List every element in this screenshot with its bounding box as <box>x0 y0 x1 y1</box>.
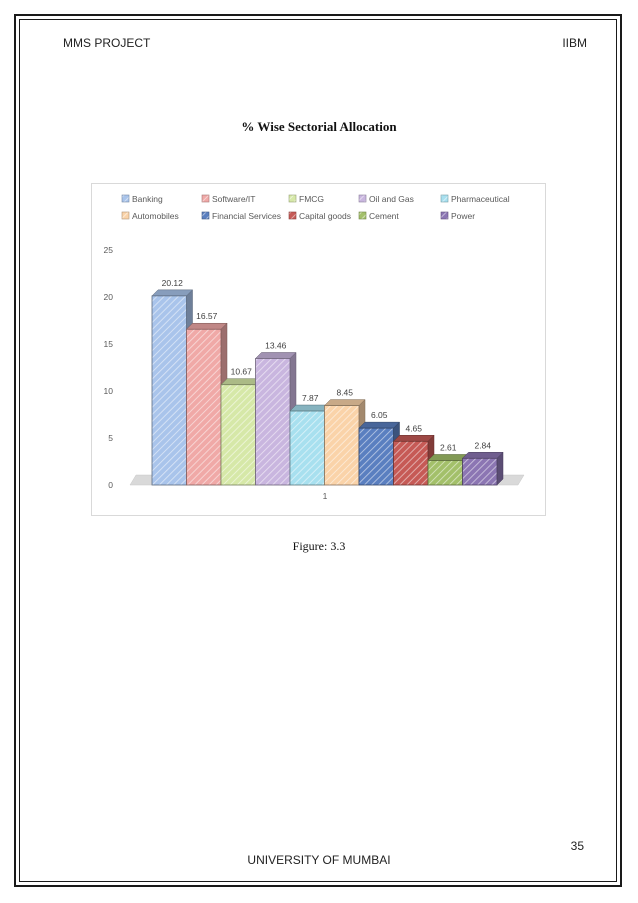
legend-swatch <box>122 195 129 202</box>
data-label: 2.84 <box>474 440 492 451</box>
legend-swatch <box>441 195 448 202</box>
bar-top <box>152 290 193 296</box>
figure-caption: Figure: 3.3 <box>292 539 346 553</box>
bar-front <box>325 406 360 485</box>
bar-top <box>187 323 228 329</box>
bar-front <box>463 458 498 485</box>
legend-label: Automobiles <box>132 211 179 221</box>
legend-label: Oil and Gas <box>369 194 414 204</box>
y-tick-label: 25 <box>103 245 113 255</box>
data-label: 6.05 <box>370 410 388 421</box>
data-label: 13.46 <box>265 340 287 351</box>
bar-front <box>152 296 187 485</box>
bar-top <box>394 435 435 441</box>
legend-label: Software/IT <box>212 194 256 204</box>
legend-swatch <box>441 212 448 219</box>
y-tick-label: 20 <box>103 292 113 302</box>
bar-front <box>290 411 325 485</box>
bar-chart <box>92 184 547 517</box>
data-label: 20.12 <box>161 277 183 288</box>
chart-title: % Wise Sectorial Allocation <box>241 119 397 134</box>
page-number: 35 <box>570 839 584 853</box>
bar-front <box>256 358 291 485</box>
data-label: 16.57 <box>196 311 218 322</box>
y-tick-label: 5 <box>108 433 113 443</box>
y-tick-label: 10 <box>103 386 113 396</box>
header-project: MMS PROJECT <box>63 36 151 50</box>
bar-top <box>256 352 297 358</box>
legend-swatch <box>289 212 296 219</box>
legend-label: Banking <box>132 194 163 204</box>
legend-label: Capital goods <box>299 211 351 221</box>
data-label: 8.45 <box>336 387 354 398</box>
bar-top <box>359 422 400 428</box>
data-label: 7.87 <box>301 393 319 404</box>
legend-label: Power <box>451 211 476 221</box>
y-tick-label: 15 <box>103 339 113 349</box>
bar-top <box>463 452 504 458</box>
data-label: 2.61 <box>439 442 457 453</box>
bar-front <box>359 428 394 485</box>
legend-swatch <box>359 195 366 202</box>
legend-swatch <box>122 212 129 219</box>
header-institute: IIBM <box>562 36 587 50</box>
footer-university: UNIVERSITY OF MUMBAI <box>247 853 391 867</box>
bar-front <box>221 385 256 485</box>
legend-swatch <box>359 212 366 219</box>
legend-label: Financial Services <box>212 211 281 221</box>
bar-front <box>428 460 463 485</box>
bar-top <box>325 400 366 406</box>
legend-label: Cement <box>369 211 399 221</box>
data-label: 10.67 <box>230 366 252 377</box>
y-tick-label: 0 <box>108 480 113 490</box>
legend-label: Pharmaceutical <box>451 194 510 204</box>
data-label: 4.65 <box>405 423 423 434</box>
legend-swatch <box>202 212 209 219</box>
bar-front <box>394 441 429 485</box>
bar-power <box>463 452 504 485</box>
legend-label: FMCG <box>299 194 325 204</box>
legend-swatch <box>289 195 296 202</box>
x-category-label: 1 <box>322 491 328 501</box>
bar-front <box>187 329 222 485</box>
legend-swatch <box>202 195 209 202</box>
chart-area <box>91 183 546 516</box>
